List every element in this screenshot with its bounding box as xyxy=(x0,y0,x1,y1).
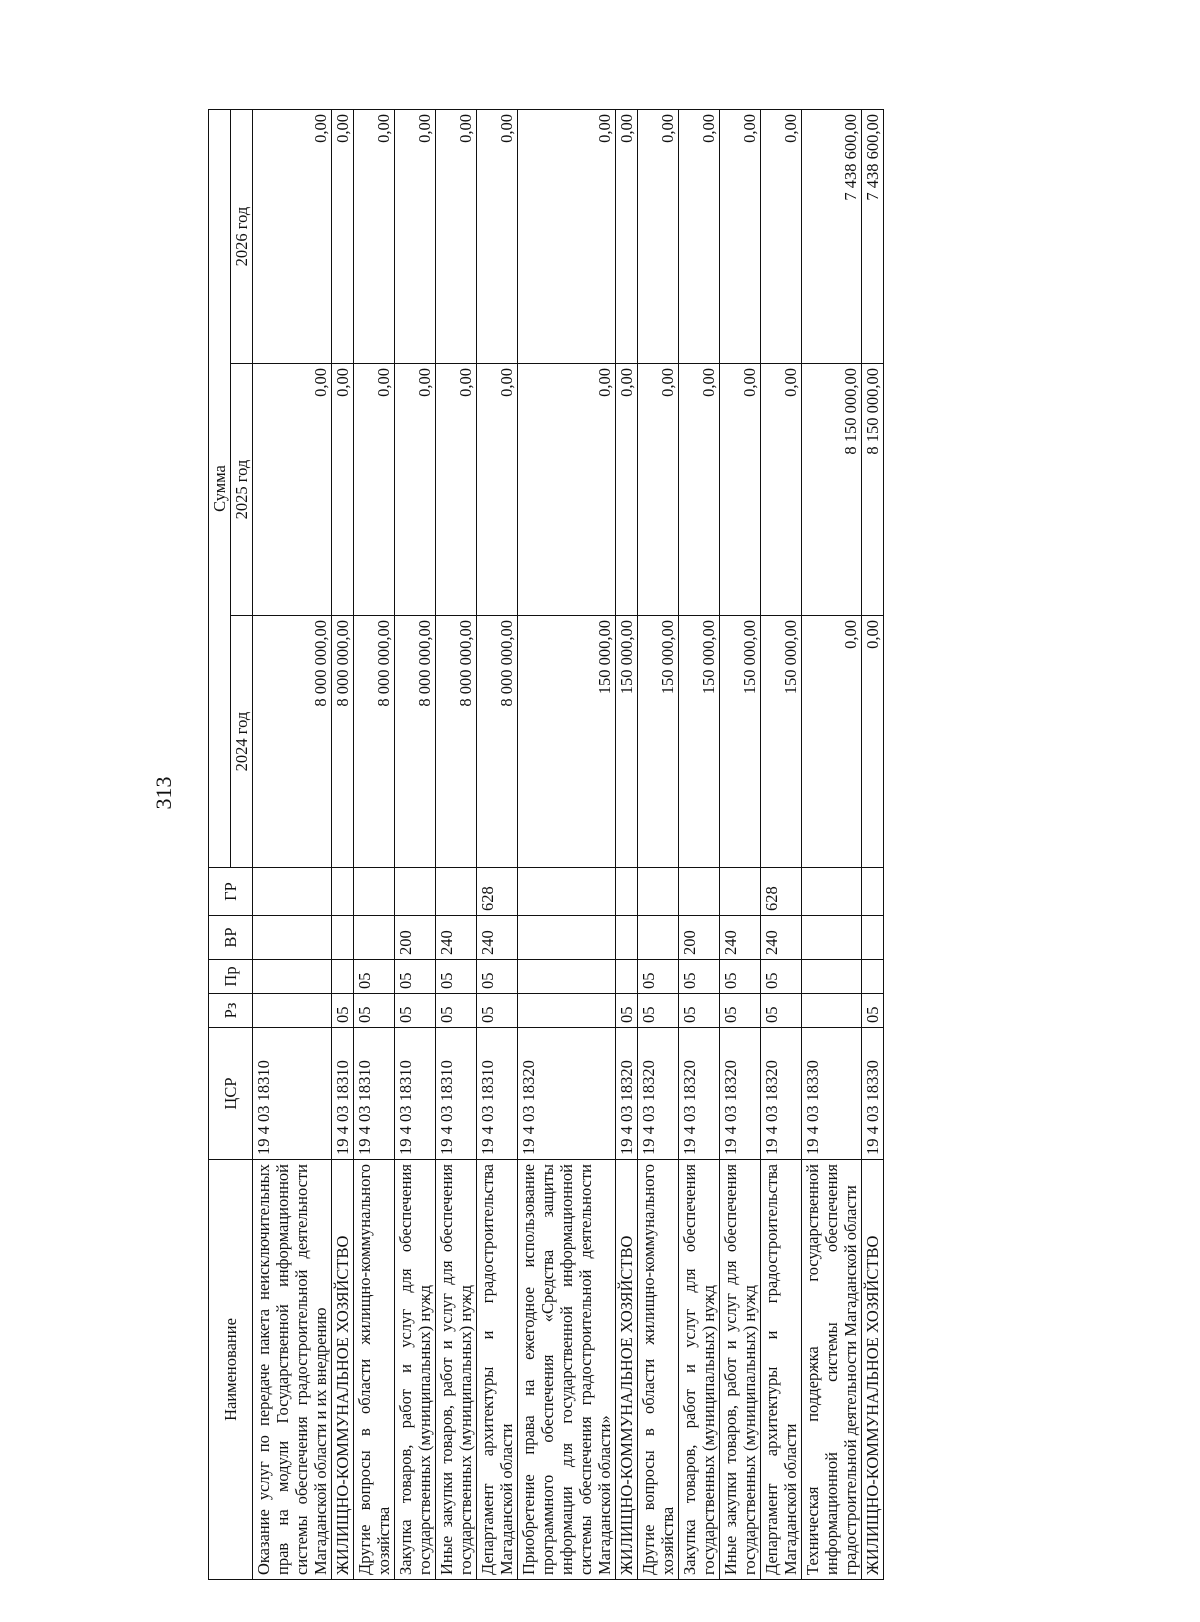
cell-y2024: 8 000 000,00 xyxy=(332,616,354,868)
cell-y2026: 0,00 xyxy=(332,110,354,364)
table-row xyxy=(802,110,862,1580)
cell-y2025: 0,00 xyxy=(761,364,802,616)
cell-csr: 19 4 03 18310 xyxy=(395,1028,436,1160)
cell-rz: 05 xyxy=(354,994,395,1028)
cell-pr xyxy=(518,960,616,994)
cell-vr xyxy=(332,916,354,960)
cell-pr xyxy=(802,960,862,994)
header-vr: ВР xyxy=(209,916,253,960)
cell-gr xyxy=(253,868,332,916)
cell-rz: 05 xyxy=(616,994,638,1028)
cell-vr: 200 xyxy=(679,916,720,960)
header-name: Наименование xyxy=(209,1160,253,1580)
table-row xyxy=(332,110,354,1580)
cell-pr: 05 xyxy=(395,960,436,994)
cell-y2026: 7 438 600,00 xyxy=(862,110,884,364)
header-rz: Рз xyxy=(209,994,253,1028)
cell-y2024: 8 000 000,00 xyxy=(477,616,518,868)
table-row xyxy=(395,110,436,1580)
cell-y2026: 0,00 xyxy=(720,110,761,364)
cell-y2025: 0,00 xyxy=(720,364,761,616)
cell-y2024: 8 000 000,00 xyxy=(395,616,436,868)
cell-gr xyxy=(616,868,638,916)
cell-y2025: 8 150 000,00 xyxy=(802,364,862,616)
cell-rz: 05 xyxy=(761,994,802,1028)
cell-name: Иные закупки товаров, работ и услуг для обеспечения государственных (муниципальных) нужд xyxy=(436,1160,477,1580)
cell-y2024: 150 000,00 xyxy=(518,616,616,868)
cell-pr: 05 xyxy=(720,960,761,994)
cell-csr: 19 4 03 18310 xyxy=(332,1028,354,1160)
cell-y2025: 0,00 xyxy=(518,364,616,616)
cell-y2024: 8 000 000,00 xyxy=(253,616,332,868)
cell-y2026: 0,00 xyxy=(638,110,679,364)
cell-pr: 05 xyxy=(477,960,518,994)
page-number: 313 xyxy=(151,776,176,810)
cell-y2026: 0,00 xyxy=(616,110,638,364)
cell-y2026: 0,00 xyxy=(477,110,518,364)
cell-vr: 240 xyxy=(477,916,518,960)
cell-rz xyxy=(802,994,862,1028)
cell-pr: 05 xyxy=(679,960,720,994)
budget-table xyxy=(208,109,884,1580)
cell-y2025: 0,00 xyxy=(354,364,395,616)
cell-y2025: 0,00 xyxy=(436,364,477,616)
cell-vr xyxy=(354,916,395,960)
header-sum: Сумма xyxy=(209,110,231,868)
cell-y2025: 0,00 xyxy=(477,364,518,616)
table-row xyxy=(679,110,720,1580)
cell-gr xyxy=(862,868,884,916)
table-row xyxy=(354,110,395,1580)
cell-y2025: 0,00 xyxy=(332,364,354,616)
cell-rz xyxy=(253,994,332,1028)
cell-rz: 05 xyxy=(332,994,354,1028)
header-2024: 2024 год xyxy=(231,616,253,868)
cell-gr xyxy=(679,868,720,916)
cell-rz: 05 xyxy=(477,994,518,1028)
cell-name: Другие вопросы в области жилищно-коммунального хозяйства xyxy=(638,1160,679,1580)
cell-csr: 19 4 03 18320 xyxy=(616,1028,638,1160)
cell-y2024: 0,00 xyxy=(802,616,862,868)
cell-gr xyxy=(354,868,395,916)
cell-rz: 05 xyxy=(638,994,679,1028)
cell-gr xyxy=(720,868,761,916)
cell-csr: 19 4 03 18310 xyxy=(436,1028,477,1160)
table-row xyxy=(616,110,638,1580)
cell-pr: 05 xyxy=(436,960,477,994)
cell-name: Закупка товаров, работ и услуг для обеспечения государственных (муниципальных) нужд xyxy=(679,1160,720,1580)
cell-csr: 19 4 03 18320 xyxy=(761,1028,802,1160)
cell-gr: 628 xyxy=(477,868,518,916)
table-row xyxy=(720,110,761,1580)
cell-pr xyxy=(862,960,884,994)
cell-pr: 05 xyxy=(354,960,395,994)
cell-csr: 19 4 03 18330 xyxy=(862,1028,884,1160)
cell-vr xyxy=(638,916,679,960)
cell-vr xyxy=(518,916,616,960)
cell-vr xyxy=(253,916,332,960)
cell-vr xyxy=(616,916,638,960)
cell-rz: 05 xyxy=(862,994,884,1028)
cell-pr xyxy=(332,960,354,994)
cell-name: Иные закупки товаров, работ и услуг для обеспечения государственных (муниципальных) нужд xyxy=(720,1160,761,1580)
cell-y2026: 0,00 xyxy=(395,110,436,364)
cell-y2024: 150 000,00 xyxy=(761,616,802,868)
cell-pr xyxy=(616,960,638,994)
header-pr: Пр xyxy=(209,960,253,994)
cell-name: Приобретение права на ежегодное использование программного обеспечения «Средства защиты информации для государственной информационной системы обеспечения градостроительной деятельности Магаданской области» xyxy=(518,1160,616,1580)
table-row xyxy=(253,110,332,1580)
header-2025: 2025 год xyxy=(231,364,253,616)
cell-vr: 240 xyxy=(720,916,761,960)
rotated-table-container xyxy=(208,110,1060,1580)
cell-csr: 19 4 03 18310 xyxy=(477,1028,518,1160)
cell-y2025: 0,00 xyxy=(395,364,436,616)
cell-csr: 19 4 03 18310 xyxy=(253,1028,332,1160)
cell-y2024: 8 000 000,00 xyxy=(354,616,395,868)
cell-y2024: 150 000,00 xyxy=(616,616,638,868)
cell-vr: 240 xyxy=(436,916,477,960)
table-row xyxy=(761,110,802,1580)
cell-vr: 240 xyxy=(761,916,802,960)
cell-y2025: 8 150 000,00 xyxy=(862,364,884,616)
header-row-1 xyxy=(209,110,231,1580)
cell-name: ЖИЛИЩНО-КОММУНАЛЬНОЕ ХОЗЯЙСТВО xyxy=(616,1160,638,1580)
table-row xyxy=(477,110,518,1580)
cell-rz: 05 xyxy=(679,994,720,1028)
cell-pr xyxy=(253,960,332,994)
table-row xyxy=(638,110,679,1580)
cell-y2025: 0,00 xyxy=(679,364,720,616)
cell-gr xyxy=(395,868,436,916)
header-2026: 2026 год xyxy=(231,110,253,364)
cell-vr: 200 xyxy=(395,916,436,960)
cell-gr xyxy=(802,868,862,916)
cell-vr xyxy=(862,916,884,960)
cell-gr xyxy=(518,868,616,916)
cell-y2026: 0,00 xyxy=(761,110,802,364)
cell-gr xyxy=(332,868,354,916)
cell-y2026: 0,00 xyxy=(518,110,616,364)
cell-csr: 19 4 03 18320 xyxy=(518,1028,616,1160)
cell-name: Другие вопросы в области жилищно-коммунального хозяйства xyxy=(354,1160,395,1580)
cell-csr: 19 4 03 18320 xyxy=(638,1028,679,1160)
cell-csr: 19 4 03 18320 xyxy=(720,1028,761,1160)
cell-name: Закупка товаров, работ и услуг для обеспечения государственных (муниципальных) нужд xyxy=(395,1160,436,1580)
cell-y2026: 0,00 xyxy=(354,110,395,364)
cell-rz xyxy=(518,994,616,1028)
cell-y2026: 0,00 xyxy=(436,110,477,364)
cell-y2025: 0,00 xyxy=(616,364,638,616)
header-gr: ГР xyxy=(209,868,253,916)
table-body xyxy=(253,110,884,1580)
cell-y2024: 150 000,00 xyxy=(679,616,720,868)
cell-gr: 628 xyxy=(761,868,802,916)
cell-vr xyxy=(802,916,862,960)
cell-rz: 05 xyxy=(720,994,761,1028)
cell-name: Оказание услуг по передаче пакета неисключительных прав на модули Государственной информационной системы обеспечения градостроительной деятельности Магаданской области и их внедрению xyxy=(253,1160,332,1580)
cell-y2026: 0,00 xyxy=(253,110,332,364)
table-row xyxy=(436,110,477,1580)
cell-rz: 05 xyxy=(436,994,477,1028)
cell-y2025: 0,00 xyxy=(253,364,332,616)
cell-y2024: 0,00 xyxy=(862,616,884,868)
cell-rz: 05 xyxy=(395,994,436,1028)
cell-pr: 05 xyxy=(761,960,802,994)
cell-gr xyxy=(638,868,679,916)
cell-csr: 19 4 03 18320 xyxy=(679,1028,720,1160)
table-row xyxy=(518,110,616,1580)
table-row xyxy=(862,110,884,1580)
cell-y2026: 7 438 600,00 xyxy=(802,110,862,364)
cell-name: ЖИЛИЩНО-КОММУНАЛЬНОЕ ХОЗЯЙСТВО xyxy=(332,1160,354,1580)
cell-name: Техническая поддержка государственной информационной системы обеспечения градостроительной деятельности Магаданской области xyxy=(802,1160,862,1580)
cell-name: Департамент архитектуры и градостроительства Магаданской области xyxy=(761,1160,802,1580)
cell-name: ЖИЛИЩНО-КОММУНАЛЬНОЕ ХОЗЯЙСТВО xyxy=(862,1160,884,1580)
cell-csr: 19 4 03 18330 xyxy=(802,1028,862,1160)
cell-pr: 05 xyxy=(638,960,679,994)
cell-gr xyxy=(436,868,477,916)
cell-y2024: 150 000,00 xyxy=(720,616,761,868)
cell-csr: 19 4 03 18310 xyxy=(354,1028,395,1160)
cell-name: Департамент архитектуры и градостроительства Магаданской области xyxy=(477,1160,518,1580)
cell-y2024: 150 000,00 xyxy=(638,616,679,868)
cell-y2026: 0,00 xyxy=(679,110,720,364)
header-csr: ЦСР xyxy=(209,1028,253,1160)
cell-y2024: 8 000 000,00 xyxy=(436,616,477,868)
cell-y2025: 0,00 xyxy=(638,364,679,616)
